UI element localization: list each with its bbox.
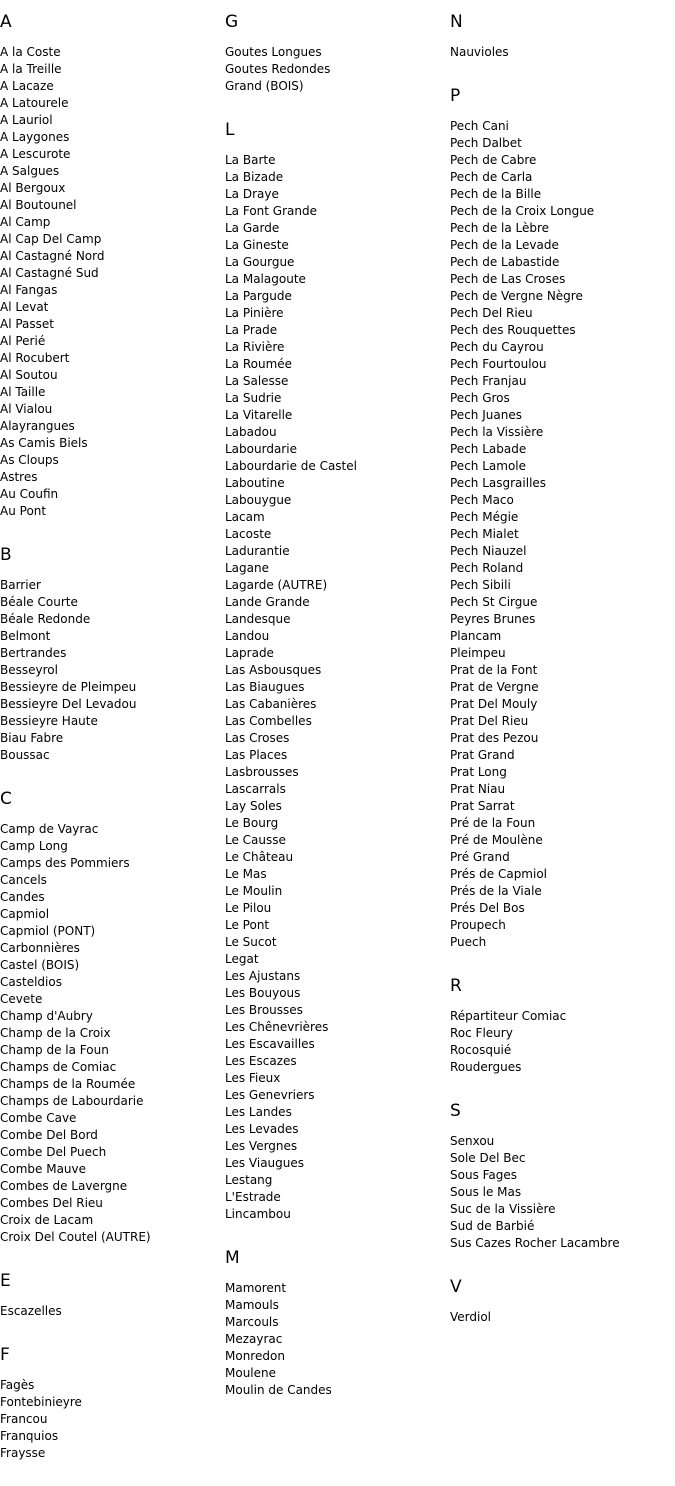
place-name-item[interactable]: Lestang: [225, 1173, 273, 1187]
section-letter-heading: F: [0, 1345, 10, 1365]
place-name-item[interactable]: Al Soutou: [0, 368, 58, 382]
place-name-item[interactable]: Al Taille: [0, 385, 46, 399]
place-name-item[interactable]: Labourdarie: [225, 442, 297, 456]
place-name-item[interactable]: Prés de la Viale: [450, 884, 542, 898]
place-name-item[interactable]: Lacoste: [225, 527, 272, 541]
place-name-item[interactable]: A Laygones: [0, 130, 70, 144]
place-name-item[interactable]: Prat Niau: [450, 782, 506, 796]
place-name-item[interactable]: Roudergues: [450, 1060, 522, 1074]
place-list: [450, 44, 672, 61]
place-name-item[interactable]: Combe Mauve: [0, 1162, 87, 1176]
place-name-item[interactable]: A Lacaze: [0, 79, 54, 93]
place-name-item[interactable]: Landesque: [225, 612, 291, 626]
place-name-item[interactable]: Pech Labade: [450, 442, 527, 456]
place-name-item[interactable]: Champ de la Croix: [0, 1026, 111, 1040]
place-name-item[interactable]: Escazelles: [0, 1304, 62, 1318]
letter-section: [225, 119, 447, 1223]
place-name-item[interactable]: A Salgues: [0, 164, 60, 178]
letter-section: [450, 11, 672, 61]
place-name-item[interactable]: Les Vergnes: [225, 1139, 298, 1153]
place-name-item[interactable]: Pech Niauzel: [450, 544, 527, 558]
place-name-item[interactable]: Prat Del Mouly: [450, 697, 538, 711]
place-name-item[interactable]: Mamouls: [225, 1298, 279, 1312]
place-name-item[interactable]: Le Sucot: [225, 935, 277, 949]
place-name-item[interactable]: Le Château: [225, 850, 294, 864]
place-name-item[interactable]: Fontebinieyre: [0, 1395, 82, 1409]
place-name-item[interactable]: Al Vialou: [0, 402, 53, 416]
place-name-item[interactable]: Camps des Pommiers: [0, 856, 130, 870]
place-name-item[interactable]: Las Croses: [225, 731, 290, 745]
place-name-item[interactable]: Barrier: [0, 578, 41, 592]
place-name-item[interactable]: Sud de Barbié: [450, 1219, 535, 1233]
place-name-item[interactable]: Alayrangues: [0, 419, 75, 433]
place-name-item[interactable]: A la Coste: [0, 45, 61, 59]
place-name-item[interactable]: Sous Fages: [450, 1168, 518, 1182]
place-name-item[interactable]: Camp Long: [0, 839, 68, 853]
place-name-item[interactable]: Pech de Labastide: [450, 255, 560, 269]
place-name-item[interactable]: Pech Gros: [450, 391, 510, 405]
place-name-item[interactable]: Monredon: [225, 1349, 285, 1363]
place-name-item[interactable]: Les Escazes: [225, 1054, 297, 1068]
place-name-item[interactable]: Combes Del Rieu: [0, 1196, 103, 1210]
place-list: [0, 44, 222, 520]
place-name-item[interactable]: Prat de Vergne: [450, 680, 539, 694]
place-name-item[interactable]: Les Brousses: [225, 1003, 303, 1017]
place-list: [0, 821, 222, 1246]
place-name-item[interactable]: Al Castagné Sud: [0, 266, 99, 280]
place-name-item[interactable]: Au Pont: [0, 504, 47, 518]
place-name-item[interactable]: Pech de Las Croses: [450, 272, 566, 286]
letter-section: [0, 788, 222, 1246]
section-letter-heading: N: [450, 12, 463, 32]
place-name-item[interactable]: Carbonnières: [0, 941, 80, 955]
place-name-item[interactable]: Laboutine: [225, 476, 285, 490]
place-name-item[interactable]: Labourdarie de Castel: [225, 459, 357, 473]
place-name-item[interactable]: Pech Juanes: [450, 408, 522, 422]
place-name-item[interactable]: Pech la Vissière: [450, 425, 544, 439]
place-name-item[interactable]: Pech de Carla: [450, 170, 533, 184]
place-name-item[interactable]: La Salesse: [225, 374, 289, 388]
place-name-item[interactable]: Le Causse: [225, 833, 286, 847]
place-name-item[interactable]: Le Mas: [225, 867, 267, 881]
place-name-item[interactable]: Prat Del Rieu: [450, 714, 529, 728]
place-name-item[interactable]: Proupech: [450, 918, 506, 932]
place-name-item[interactable]: Moulene: [225, 1366, 277, 1380]
place-name-item[interactable]: Pech Del Rieu: [450, 306, 533, 320]
place-name-item[interactable]: Suc de la Vissière: [450, 1202, 556, 1216]
place-name-item[interactable]: Mamorent: [225, 1281, 287, 1295]
place-name-item[interactable]: Le Moulin: [225, 884, 283, 898]
place-name-item[interactable]: Béale Courte: [0, 595, 78, 609]
place-name-item[interactable]: Pech Lasgrailles: [450, 476, 547, 490]
place-name-item[interactable]: Las Places: [225, 748, 288, 762]
place-name-item[interactable]: Les Viaugues: [225, 1156, 305, 1170]
place-name-item[interactable]: Bessieyre Haute: [0, 714, 98, 728]
place-list: [225, 44, 447, 95]
letter-section: [225, 11, 447, 95]
place-name-item[interactable]: La Vitarelle: [225, 408, 293, 422]
section-letter-heading: E: [0, 1271, 11, 1291]
place-name-item[interactable]: Sole Del Bec: [450, 1151, 526, 1165]
place-name-item[interactable]: Combe Del Bord: [0, 1128, 98, 1142]
place-name-item[interactable]: Pech Lamole: [450, 459, 526, 473]
place-name-item[interactable]: Laprade: [225, 646, 274, 660]
place-name-item[interactable]: Al Castagné Nord: [0, 249, 105, 263]
place-name-item[interactable]: Bertrandes: [0, 646, 67, 660]
place-name-item[interactable]: Pech Franjau: [450, 374, 527, 388]
place-name-item[interactable]: Candes: [0, 890, 45, 904]
place-name-item[interactable]: La Prade: [225, 323, 278, 337]
place-name-item[interactable]: Prés de Capmiol: [450, 867, 548, 881]
place-name-item[interactable]: Labouygue: [225, 493, 292, 507]
place-name-item[interactable]: Bessieyre de Pleimpeu: [0, 680, 137, 694]
place-name-item[interactable]: Pech Maco: [450, 493, 514, 507]
place-name-item[interactable]: Pech Dalbet: [450, 136, 522, 150]
place-name-item[interactable]: Las Biaugues: [225, 680, 305, 694]
place-name-item[interactable]: Bessieyre Del Levadou: [0, 697, 137, 711]
place-name-item[interactable]: Pech de la Lèbre: [450, 221, 550, 235]
place-name-item[interactable]: Al Camp: [0, 215, 51, 229]
place-name-item[interactable]: Pré de la Foun: [450, 816, 536, 830]
place-name-item[interactable]: Prat des Pezou: [450, 731, 539, 745]
place-name-item[interactable]: La Barte: [225, 153, 276, 167]
place-name-item[interactable]: La Draye: [225, 187, 279, 201]
place-name-item[interactable]: Moulin de Candes: [225, 1383, 332, 1397]
place-name-item[interactable]: La Bizade: [225, 170, 284, 184]
place-name-item[interactable]: Prat de la Font: [450, 663, 538, 677]
place-name-item[interactable]: Pech Fourtoulou: [450, 357, 547, 371]
place-name-item[interactable]: Les Fieux: [225, 1071, 281, 1085]
place-name-item[interactable]: Les Genevriers: [225, 1088, 315, 1102]
place-name-item[interactable]: La Gourgue: [225, 255, 295, 269]
place-name-item[interactable]: Lande Grande: [225, 595, 310, 609]
place-name-item[interactable]: Béale Redonde: [0, 612, 91, 626]
place-name-item[interactable]: Pech de Vergne Nègre: [450, 289, 583, 303]
place-name-item[interactable]: Landou: [225, 629, 270, 643]
index-column-3: [450, 11, 672, 1350]
place-name-item[interactable]: Pech de la Bille: [450, 187, 542, 201]
letter-section: [0, 11, 222, 520]
place-name-item[interactable]: Puech: [450, 935, 487, 949]
place-name-item[interactable]: Les Escavailles: [225, 1037, 315, 1051]
place-name-item[interactable]: Pech Mialet: [450, 527, 519, 541]
place-name-item[interactable]: Camp de Vayrac: [0, 822, 99, 836]
place-name-item[interactable]: Pech de la Levade: [450, 238, 559, 252]
letter-section: [450, 1100, 672, 1252]
place-name-item[interactable]: A Latourele: [0, 96, 69, 110]
place-name-item[interactable]: A Lescurote: [0, 147, 71, 161]
place-name-item[interactable]: Croix Del Coutel (AUTRE): [0, 1230, 151, 1244]
place-name-item[interactable]: Al Rocubert: [0, 351, 70, 365]
section-letter-heading: G: [225, 12, 239, 32]
place-list: [0, 577, 222, 764]
place-name-item[interactable]: Besseyrol: [0, 663, 58, 677]
place-name-item[interactable]: Les Ajustans: [225, 969, 301, 983]
place-name-item[interactable]: Le Bourg: [225, 816, 279, 830]
place-name-item[interactable]: A la Treille: [0, 62, 62, 76]
place-name-item[interactable]: Pré de Moulène: [450, 833, 543, 847]
place-name-item[interactable]: Plancam: [450, 629, 502, 643]
section-letter-heading: P: [450, 86, 461, 106]
place-name-item[interactable]: Prat Sarrat: [450, 799, 515, 813]
place-name-item[interactable]: Goutes Redondes: [225, 62, 331, 76]
place-name-item[interactable]: Al Passet: [0, 317, 54, 331]
letter-section: [0, 1270, 222, 1320]
place-name-item[interactable]: Cancels: [0, 873, 47, 887]
place-name-item[interactable]: Champs de Labourdarie: [0, 1094, 144, 1108]
place-name-item[interactable]: Champs de Comiac: [0, 1060, 117, 1074]
place-name-item[interactable]: Croix de Lacam: [0, 1213, 94, 1227]
place-name-item[interactable]: Boussac: [0, 748, 50, 762]
place-name-item[interactable]: Prat Long: [450, 765, 507, 779]
place-name-item[interactable]: Legat: [225, 952, 259, 966]
place-name-item[interactable]: Verdiol: [450, 1310, 492, 1324]
section-letter-heading: C: [0, 789, 12, 809]
section-letter-heading: L: [225, 120, 235, 140]
place-name-item[interactable]: Lay Soles: [225, 799, 282, 813]
index-column-2: [225, 11, 447, 1423]
place-name-item[interactable]: Francou: [0, 1412, 48, 1426]
place-name-item[interactable]: As Cloups: [0, 453, 59, 467]
letter-section: [450, 1276, 672, 1326]
place-name-item[interactable]: Senxou: [450, 1134, 495, 1148]
place-name-item[interactable]: La Garde: [225, 221, 280, 235]
place-name-item[interactable]: Lasbrousses: [225, 765, 299, 779]
place-list: [450, 118, 672, 951]
place-name-item[interactable]: Lacam: [225, 510, 265, 524]
place-name-item[interactable]: Combe Cave: [0, 1111, 77, 1125]
place-name-item[interactable]: Castel (BOIS): [0, 958, 80, 972]
place-name-item[interactable]: Les Bouyous: [225, 986, 301, 1000]
place-name-item[interactable]: Franquios: [0, 1429, 59, 1443]
place-name-item[interactable]: Belmont: [0, 629, 51, 643]
place-name-item[interactable]: Pech Cani: [450, 119, 509, 133]
section-letter-heading: B: [0, 545, 12, 565]
place-name-item[interactable]: Champ de la Foun: [0, 1043, 109, 1057]
place-name-item[interactable]: Répartiteur Comiac: [450, 1009, 567, 1023]
index-column-1: [0, 11, 222, 1486]
place-name-item[interactable]: Pech des Rouquettes: [450, 323, 576, 337]
place-name-item[interactable]: Fagès: [0, 1378, 35, 1392]
place-name-item[interactable]: Lascarrals: [225, 782, 286, 796]
place-name-item[interactable]: La Gineste: [225, 238, 289, 252]
place-name-item[interactable]: Nauvioles: [450, 45, 509, 59]
place-name-item[interactable]: Las Asbousques: [225, 663, 322, 677]
section-letter-heading: S: [450, 1101, 461, 1121]
place-name-item[interactable]: Al Bergoux: [0, 181, 66, 195]
place-name-item[interactable]: Combes de Lavergne: [0, 1179, 128, 1193]
place-name-item[interactable]: Astres: [0, 470, 38, 484]
place-name-item[interactable]: Fraysse: [0, 1446, 46, 1460]
place-list: [450, 1133, 672, 1252]
place-list: [0, 1303, 222, 1320]
place-name-item[interactable]: Prés Del Bos: [450, 901, 525, 915]
place-name-item[interactable]: Ladurantie: [225, 544, 290, 558]
place-name-item[interactable]: As Camis Biels: [0, 436, 88, 450]
letter-section: [450, 85, 672, 951]
place-name-item[interactable]: Al Perié: [0, 334, 46, 348]
place-list: [225, 152, 447, 1223]
place-name-item[interactable]: Champ d'Aubry: [0, 1009, 93, 1023]
place-list: [450, 1008, 672, 1076]
place-name-item[interactable]: La Malagoute: [225, 272, 306, 286]
place-name-item[interactable]: Capmiol (PONT): [0, 924, 96, 938]
section-letter-heading: M: [225, 1248, 240, 1268]
place-name-item[interactable]: La Sudrie: [225, 391, 282, 405]
place-name-item[interactable]: Peyres Brunes: [450, 612, 536, 626]
place-name-item[interactable]: Le Pont: [225, 918, 270, 932]
place-name-item[interactable]: La Font Grande: [225, 204, 317, 218]
letter-section: [450, 975, 672, 1076]
place-name-item[interactable]: Capmiol: [0, 907, 50, 921]
place-name-item[interactable]: Pech Roland: [450, 561, 524, 575]
place-name-item[interactable]: Labadou: [225, 425, 277, 439]
place-name-item[interactable]: Pech de Cabre: [450, 153, 537, 167]
place-name-item[interactable]: Champs de la Roumée: [0, 1077, 136, 1091]
place-name-item[interactable]: La Roumée: [225, 357, 293, 371]
place-name-item[interactable]: Pech St Cirgue: [450, 595, 538, 609]
place-name-item[interactable]: Cevete: [0, 992, 43, 1006]
place-name-item[interactable]: Al Fangas: [0, 283, 58, 297]
place-name-item[interactable]: Les Landes: [225, 1105, 292, 1119]
place-name-item[interactable]: La Pinière: [225, 306, 284, 320]
section-letter-heading: R: [450, 976, 462, 996]
place-name-item[interactable]: Pech Mégie: [450, 510, 519, 524]
place-name-item[interactable]: Biau Fabre: [0, 731, 64, 745]
place-name-item[interactable]: Sous le Mas: [450, 1185, 522, 1199]
place-name-item[interactable]: Pré Grand: [450, 850, 510, 864]
place-name-item[interactable]: Pech du Cayrou: [450, 340, 544, 354]
place-list: [450, 1309, 672, 1326]
place-name-item[interactable]: La Pargude: [225, 289, 292, 303]
place-name-item[interactable]: Prat Grand: [450, 748, 515, 762]
place-name-item[interactable]: Las Combelles: [225, 714, 312, 728]
place-name-item[interactable]: Casteldios: [0, 975, 62, 989]
place-name-item[interactable]: Pech de la Croix Longue: [450, 204, 595, 218]
letter-section: [225, 1247, 447, 1399]
place-name-item[interactable]: Les Chênevrières: [225, 1020, 329, 1034]
place-name-item[interactable]: La Rivière: [225, 340, 285, 354]
section-letter-heading: A: [0, 12, 12, 32]
place-list: [0, 1377, 222, 1462]
place-name-item[interactable]: Pech Sibili: [450, 578, 511, 592]
place-name-item[interactable]: Au Coufin: [0, 487, 59, 501]
place-name-item[interactable]: Goutes Longues: [225, 45, 322, 59]
letter-section: [0, 1344, 222, 1462]
place-name-item[interactable]: A Lauriol: [0, 113, 53, 127]
place-name-item[interactable]: Lincambou: [225, 1207, 291, 1221]
place-name-item[interactable]: Mezayrac: [225, 1332, 283, 1346]
section-letter-heading: V: [450, 1277, 462, 1297]
place-name-item[interactable]: Combe Del Puech: [0, 1145, 107, 1159]
place-name-item[interactable]: Lagane: [225, 561, 269, 575]
place-name-item[interactable]: Le Pilou: [225, 901, 272, 915]
place-name-item[interactable]: Les Levades: [225, 1122, 299, 1136]
place-list: [225, 1280, 447, 1399]
place-name-item[interactable]: Al Levat: [0, 300, 49, 314]
place-name-item[interactable]: Rocosquié: [450, 1043, 512, 1057]
place-name-item[interactable]: Pleimpeu: [450, 646, 506, 660]
place-name-item[interactable]: L'Estrade: [225, 1190, 281, 1204]
letter-section: [0, 544, 222, 764]
place-name-item[interactable]: Al Cap Del Camp: [0, 232, 102, 246]
place-name-item[interactable]: Roc Fleury: [450, 1026, 513, 1040]
place-name-item[interactable]: Al Boutounel: [0, 198, 77, 212]
place-name-item[interactable]: Las Cabanières: [225, 697, 317, 711]
place-name-item[interactable]: Marcouls: [225, 1315, 279, 1329]
place-name-item[interactable]: Grand (BOIS): [225, 79, 304, 93]
place-name-item[interactable]: Lagarde (AUTRE): [225, 578, 328, 592]
place-name-item[interactable]: Sus Cazes Rocher Lacambre: [450, 1236, 620, 1250]
